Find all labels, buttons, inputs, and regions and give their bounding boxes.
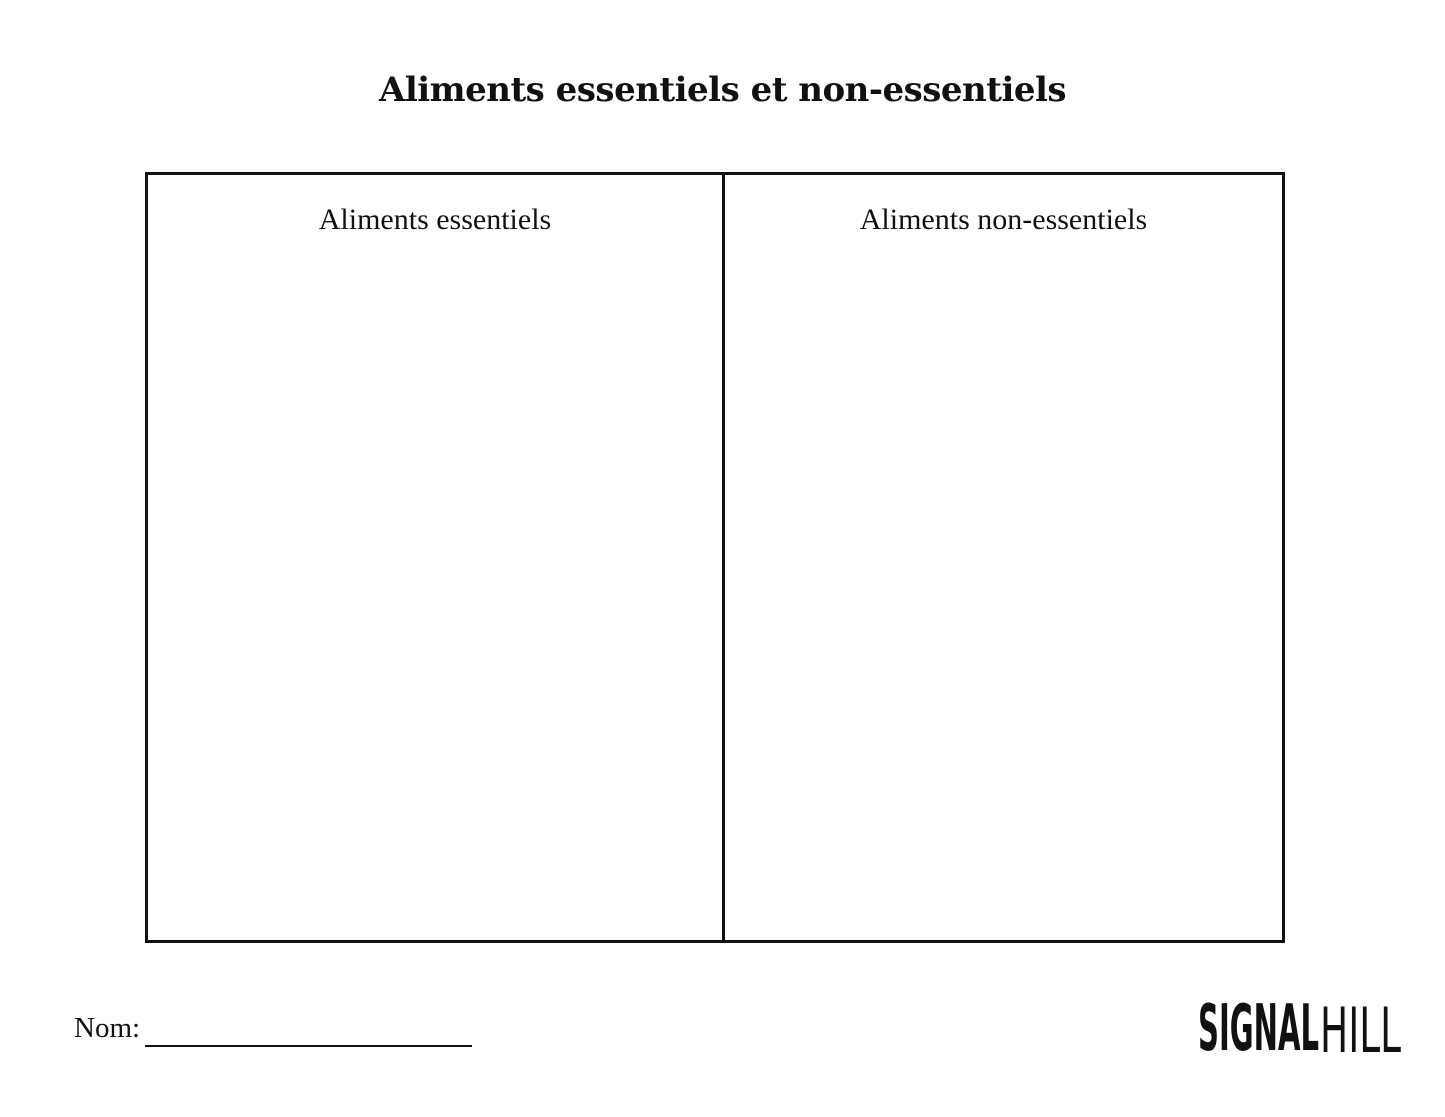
svg-text:SIGNAL: SIGNAL — [1198, 992, 1319, 1062]
name-field[interactable] — [145, 1045, 472, 1047]
signalhill-logo — [1198, 992, 1402, 1062]
column-essential[interactable] — [148, 175, 725, 940]
column-header-non-essential: Aliments non-essentiels — [859, 203, 1148, 236]
worksheet-title: Aliments essentiels et non-essentiels — [378, 70, 1067, 110]
column-header-essential: Aliments essentiels — [318, 203, 552, 236]
svg-text:HILL: HILL — [1320, 994, 1401, 1062]
name-label: Nom: — [74, 1012, 141, 1044]
sorting-table — [145, 172, 1285, 943]
column-non-essential[interactable] — [725, 175, 1282, 940]
